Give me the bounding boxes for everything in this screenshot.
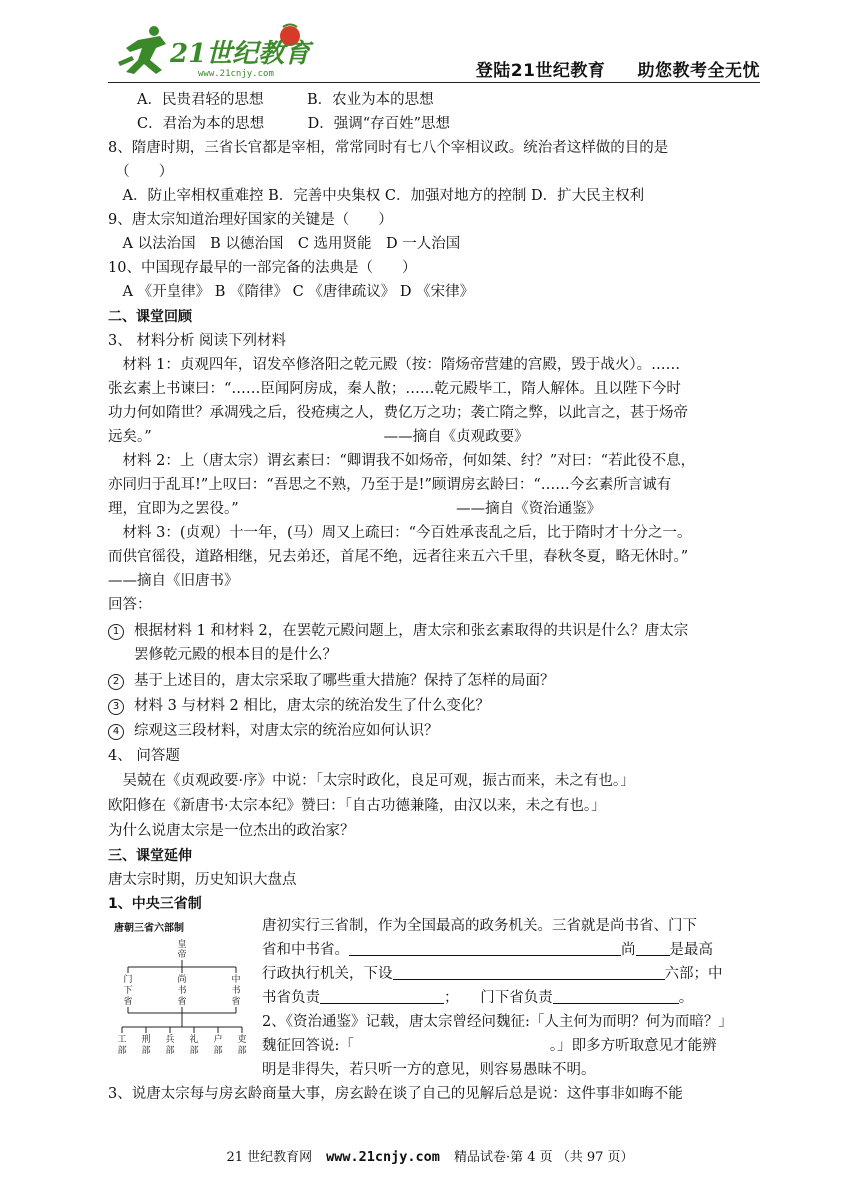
site-logo[interactable] <box>108 22 318 80</box>
option-line: C．君治为本的思想 D．强调“存百姓”思想 <box>108 116 451 132</box>
footer-site-link[interactable]: www.21cnjy.com <box>326 1149 440 1165</box>
diagram-mid-node: 中书省 <box>231 975 241 1007</box>
footer-page-info: 精品试卷·第 4 页 （共 97 页） <box>453 1150 634 1165</box>
diagram-bottom-node: 礼部 <box>189 1035 199 1056</box>
slogan-left: 登陆21世纪教育 <box>475 61 606 81</box>
diagram-bottom-node: 刑部 <box>141 1035 151 1056</box>
logo-text: 21世纪教育 <box>170 39 311 69</box>
diagram-bottom-node: 户部 <box>213 1035 223 1056</box>
quote-line: 欧阳修在《新唐书·太宗本纪》赞曰：「自古功德兼隆，由汉以来，未之有也。」 <box>108 798 606 814</box>
fill-line: 书省负责 ； 门下省负责 。 <box>262 990 694 1006</box>
quote-line: 吴兢在《贞观政要·序》中说：「太宗时政化，良足可观，振古而来，未之有也。」 <box>108 773 635 789</box>
number-badge: 4 <box>108 724 124 740</box>
question-line: 10、中国现存最早的一部完备的法典是（ ） <box>108 260 417 276</box>
question-line: 8、隋唐时期，三省长官都是宰相，常常同时有七八个宰相议政。统治者这样做的目的是 <box>108 140 669 156</box>
option-line: A 以法治国 B 以德治国 C 选用贤能 D 一人治国 <box>108 236 461 252</box>
question-line: 9、唐太宗知道治理好国家的关键是（ ） <box>108 212 393 228</box>
option-line: A 《开皇律》 B 《隋律》 C 《唐律疏议》 D 《宋律》 <box>108 284 475 300</box>
question-line: （ ） <box>108 164 174 180</box>
footer-left: 21 世纪教育网 <box>226 1150 313 1165</box>
sub-heading: 1、中央三省制 <box>108 896 202 912</box>
material-line: 理，宜即为之罢役。” ——摘自《资治通鉴》 <box>108 501 602 517</box>
diagram-mid-node: 尚书省 <box>177 975 187 1007</box>
material-source: ——摘自《旧唐书》 <box>108 573 239 589</box>
sub-question: 4 综观这三段材料，对唐太宗的统治应如何认识？ <box>108 720 439 742</box>
material-line: 材料 3：(贞观）十一年，(马）周又上疏曰：“今百姓承丧乱之后，比于隋时才十分之一。 <box>108 525 692 541</box>
section-heading: 三、课堂延伸 <box>108 848 192 864</box>
material-line: 远矣。” ——摘自《贞观政要》 <box>108 429 529 445</box>
sub-question-cont: 罢修乾元殿的根本目的是什么？ <box>134 647 337 663</box>
material-line: 功力何如隋世？承凋残之后，役疮痍之人，费亿万之功；袭亡隋之弊，以此言之，甚于炀帝 <box>108 405 688 421</box>
question-line: 为什么说唐太宗是一位杰出的政治家？ <box>108 823 355 839</box>
question-line: 3、说唐太宗每与房玄龄商量大事，房玄龄在谈了自己的见解后总是说：这件事非如晦不能 <box>108 1086 683 1102</box>
answer-label: 回答： <box>108 597 152 613</box>
fill-blank[interactable] <box>553 988 679 1004</box>
material-line: 材料 1：贞观四年，诏发卒修洛阳之乾元殿（按：隋炀帝营建的宫殿，毁于战火）。…… <box>108 357 681 373</box>
sub-question: 2 基于上述目的，唐太宗采取了哪些重大措施？保持了怎样的局面？ <box>108 670 555 692</box>
sub-question: 1 根据材料 1 和材料 2，在罢乾元殿问题上，唐太宗和张玄素取得的共识是什么？唐太宗 <box>108 620 688 642</box>
number-badge: 1 <box>108 624 124 640</box>
diagram-mid-node: 门下省 <box>123 975 133 1007</box>
material-line: 材料 2：上（唐太宗）谓玄素曰：“卿谓我不如炀帝，何如桀、纣？”对曰：“若此役不息， <box>108 453 696 469</box>
header-slogan <box>476 56 760 81</box>
text-line: 唐初实行三省制，作为全国最高的政务机关。三省就是尚书省、门下 <box>262 918 697 934</box>
three-departments-diagram <box>108 915 256 1065</box>
diagram-bottom-node: 工部 <box>117 1035 127 1056</box>
section-heading: 二、课堂回顾 <box>108 309 192 325</box>
fill-blank[interactable] <box>349 940 621 956</box>
logo-url: www.21cnjy.com <box>198 69 274 79</box>
question-title: 4、 问答题 <box>108 748 180 764</box>
section-intro: 唐太宗时期，历史知识大盘点 <box>108 872 297 888</box>
fill-blank[interactable] <box>320 988 444 1004</box>
number-badge: 2 <box>108 674 124 690</box>
fill-blank[interactable] <box>393 964 665 980</box>
fill-blank[interactable] <box>636 940 670 956</box>
slogan-right: 助您教考全无忧 <box>637 61 760 81</box>
material-line: 张玄素上书谏曰：“……臣闻阿房成，秦人散；……乾元殿毕工，隋人解体。且以陛下今时 <box>108 381 681 397</box>
diagram-bottom-node: 吏部 <box>237 1035 247 1056</box>
page-footer <box>0 1146 860 1165</box>
fill-line: 行政执行机关，下设 六部；中 <box>262 966 723 982</box>
text-line: 明是非得失，若只听一方的意见，则容易愚昧不明。 <box>262 1062 596 1078</box>
sub-question: 3 材料 3 与材料 2 相比，唐太宗的统治发生了什么变化？ <box>108 695 490 717</box>
number-badge: 3 <box>108 699 124 715</box>
header-rule <box>108 82 760 83</box>
fill-line: 魏征回答说:「 。」即多方听取意见才能辨 <box>262 1038 717 1054</box>
runner-icon <box>118 26 166 74</box>
material-line: 而供官徭役，道路相继，兄去弟还，首尾不绝，远者往来五六千里，春秋冬夏，略无休时。” <box>108 549 689 565</box>
question-title: 3、 材料分析 阅读下列材料 <box>108 333 286 349</box>
fill-line: 省和中书省。 尚 是最高 <box>262 942 713 958</box>
text-line: 2、《资治通鉴》记载，唐太宗曾经问魏征:「人主何为而明？何为而暗？」 <box>262 1014 733 1030</box>
diagram-top: 皇帝 <box>177 940 187 960</box>
option-line: A．民贵君轻的思想 B．农业为本的思想 <box>108 92 434 108</box>
option-line: A．防止宰相权重难控 B．完善中央集权 C．加强对地方的控制 D．扩大民主权利 <box>108 188 645 204</box>
diagram-bottom-node: 兵部 <box>165 1035 175 1056</box>
diagram-title: 唐朝三省六部制 <box>114 923 184 934</box>
material-line: 亦同归于乱耳!”上叹曰：“吾思之不熟，乃至于是!”顾谓房玄龄曰：“……今玄素所言诚有 <box>108 477 672 493</box>
page-header <box>108 22 760 82</box>
